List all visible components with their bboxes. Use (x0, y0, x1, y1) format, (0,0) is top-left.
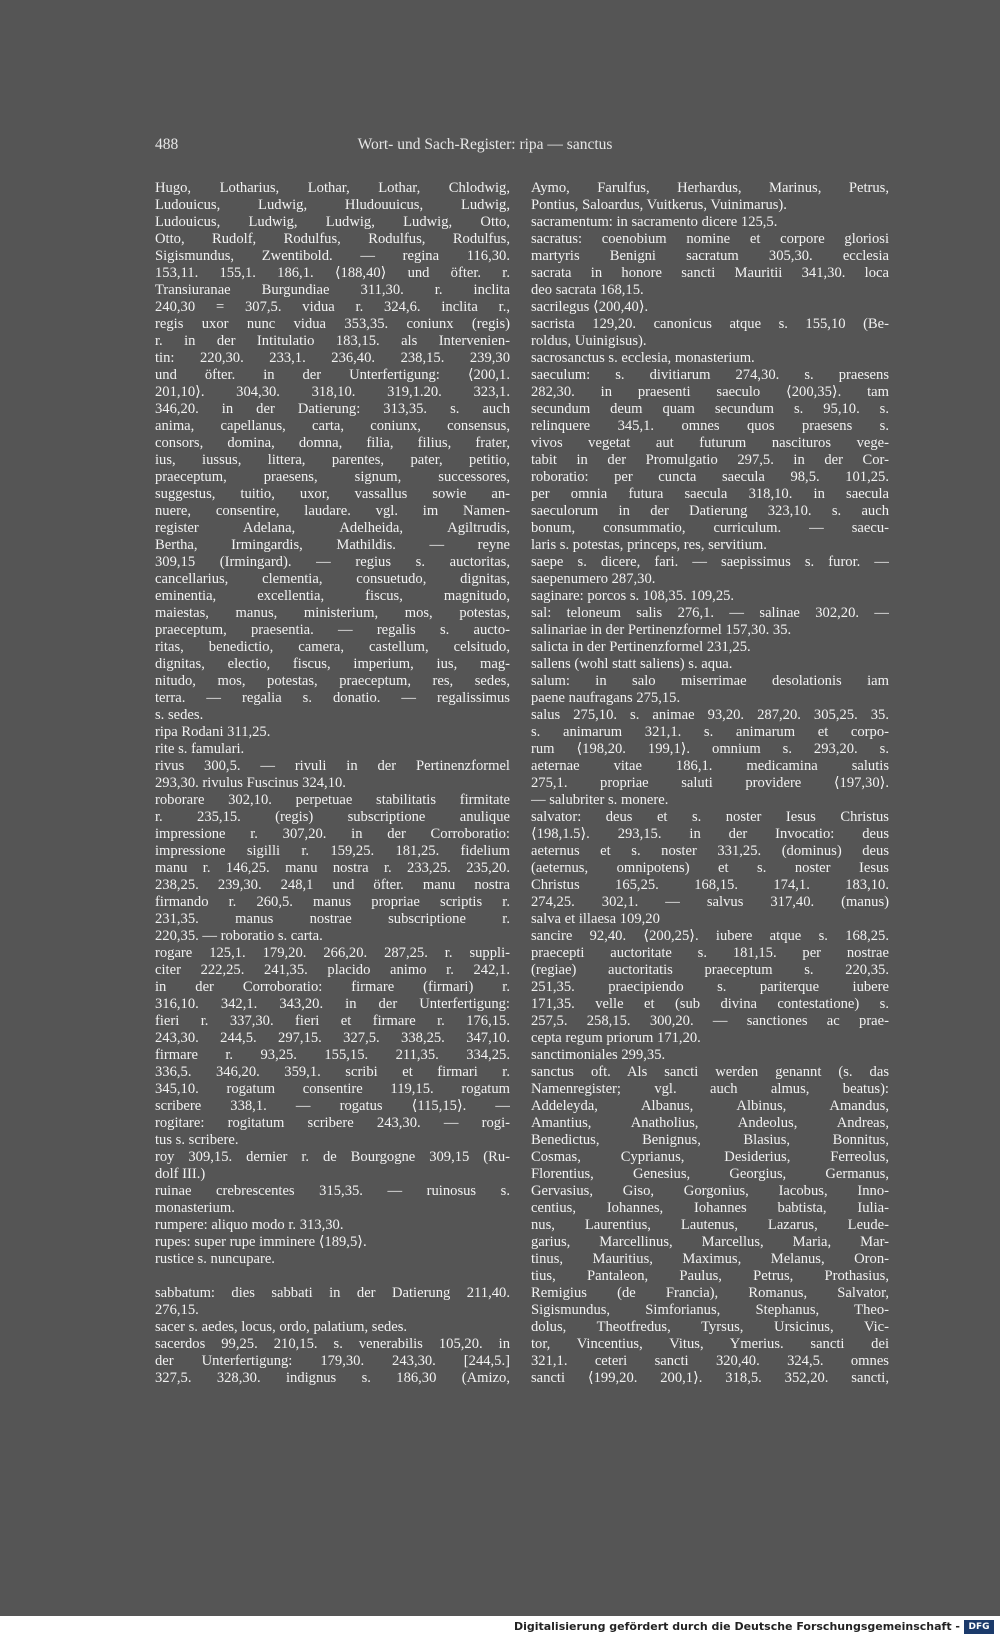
text-line: saeculorum in der Datierung 323,10. s. auch (531, 503, 889, 519)
text-line: 201,10⟩. 304,30. 318,10. 319,1.20. 323,1. (155, 384, 510, 400)
text-line: ⟨198,1.5⟩. 293,15. in der Invocatio: deus (531, 826, 889, 842)
text-line: Addeleyda, Albanus, Albinus, Amandus, (531, 1098, 889, 1114)
text-line: 316,10. 342,1. 343,20. in der Unterfertigung: (155, 996, 510, 1012)
right-column (531, 180, 889, 1387)
text-line: roboratio: per cuncta saecula 98,5. 101,25. (531, 469, 889, 485)
text-line: roborare 302,10. perpetuae stabilitatis firmitate (155, 792, 510, 808)
text-line: salinariae in der Pertinenzformel 157,30. 35. (531, 622, 792, 638)
text-line: terra. — regalia s. donatio. — regalissimus (155, 690, 510, 706)
text-line: 327,5. 328,30. indignus s. 186,30 (Amizo, (155, 1370, 510, 1386)
text-line: martyris Benigni sacratum 305,30. ecclesia (531, 248, 889, 264)
text-line: saepe s. dicere, fari. — saepissimus s. furor. — (531, 554, 889, 570)
text-line: ius, iussus, littera, parentes, pater, petitio, (155, 452, 510, 468)
text-line: eminentia, excellentia, fiscus, magnitudo, (155, 588, 510, 604)
text-line: roldus, Uuinigisus). (531, 333, 647, 349)
text-line: garius, Marcellinus, Marcellus, Maria, Mar- (531, 1234, 889, 1250)
text-line: sacratus: coenobium nomine et corpore gloriosi (531, 231, 889, 247)
text-line: sacer s. aedes, locus, ordo, palatium, sedes. (155, 1319, 408, 1335)
left-column (155, 180, 510, 1387)
text-line: 257,5. 258,15. 300,20. — sanctiones ac prae- (531, 1013, 889, 1029)
text-line: 346,20. in der Datierung: 313,35. s. auch (155, 401, 510, 417)
text-line: Amantius, Anatholius, Andeolus, Andreas, (531, 1115, 889, 1131)
text-line: 275,1. propriae saluti providere ⟨197,30⟩. (531, 775, 889, 791)
text-line: saepenumero 287,30. (531, 571, 656, 587)
text-line: anima, capellanus, carta, coniunx, consensus, (155, 418, 510, 434)
text-line: 293,30. rivulus Fuscinus 324,10. (155, 775, 346, 791)
text-line: Cosmas, Cyprianus, Desiderius, Ferreolus, (531, 1149, 889, 1165)
text-line: suggestus, tuitio, uxor, vassallus sowie an- (155, 486, 510, 502)
text-line: aeternae vitae 186,1. medicamina salutis (531, 758, 889, 774)
text-line: regis uxor nunc vidua 353,35. coniunx (regis) (155, 316, 510, 332)
text-line: maiestas, manus, ministerium, mos, potestas, (155, 605, 510, 621)
footer-bar (0, 1616, 1000, 1640)
text-line: firmando r. 260,5. manus propriae scriptis r. (155, 894, 510, 910)
text-line: s. animarum 321,1. s. animarum et corpo- (531, 724, 889, 740)
text-line: firmare r. 93,25. 155,15. 211,35. 334,25. (155, 1047, 510, 1063)
text-line: sal: teloneum salis 276,1. — salinae 302,20. — (531, 605, 889, 621)
text-line: 153,11. 155,1. 186,1. ⟨188,40⟩ und öfter. r. (155, 265, 510, 281)
text-line: impressione r. 307,20. in der Corroboratio: (155, 826, 510, 842)
text-line: tus s. scribere. (155, 1132, 239, 1148)
text-line: per omnia futura saecula 318,10. in saecula (531, 486, 889, 502)
text-line: sabbatum: dies sabbati in der Datierung 211,40. (155, 1285, 510, 1301)
text-line: Ludouicus, Ludwig, Ludwig, Ludwig, Otto, (155, 214, 510, 230)
text-line: tabit in der Promulgatio 297,5. in der Cor- (531, 452, 889, 468)
text-line: in der Corroboratio: firmare (firmari) r. (155, 979, 510, 995)
text-line: 240,30 = 307,5. vidua r. 324,6. inclita r., (155, 299, 510, 315)
text-line: praeceptum, praesentia. — regalis s. aucto- (155, 622, 510, 638)
text-line: praeceptum, praesens, signum, successores, (155, 469, 510, 485)
text-line: und öfter. in der Unterfertigung: ⟨200,1. (155, 367, 510, 383)
text-line: rogitare: rogitatum scribere 243,30. — rogi- (155, 1115, 510, 1131)
text-line: 276,15. (155, 1302, 199, 1318)
text-line: Christus 165,25. 168,15. 174,1. 183,10. (531, 877, 889, 893)
text-line: (aeternus, omnipotens) et s. noster Iesus (531, 860, 889, 876)
text-line: 238,25. 239,30. 248,1 und öfter. manu nostra (155, 877, 510, 893)
text-line: rogare 125,1. 179,20. 266,20. 287,25. r. suppli- (155, 945, 510, 961)
text-line: — salubriter s. monere. (531, 792, 669, 808)
text-line: salicta in der Pertinenzformel 231,25. (531, 639, 751, 655)
text-line: sacerdos 99,25. 210,15. s. venerabilis 105,20. in (155, 1336, 510, 1352)
text-line: praecepti auctoritate s. 181,15. per nostrae (531, 945, 889, 961)
text-line: secundum deum quam secundum s. 95,10. s. (531, 401, 889, 417)
text-line: salva et illaesa 109,20 (531, 911, 660, 927)
text-line: deo sacrata 168,15. (531, 282, 644, 298)
text-line: saginare: porcos s. 108,35. 109,25. (531, 588, 735, 604)
text-line: dolf III.) (155, 1166, 206, 1182)
text-line: cancellarius, clementia, consuetudo, dignitas, (155, 571, 510, 587)
text-line: salvator: deus et s. noster Iesus Christus (531, 809, 889, 825)
text-line: scribere 338,1. — rogatus ⟨115,15⟩. — (155, 1098, 510, 1114)
text-line: salus 275,10. s. animae 93,20. 287,20. 305,25. 35. (531, 707, 889, 723)
text-line: tor, Vincentius, Vitus, Ymerius. sancti dei (531, 1336, 889, 1352)
text-line: 282,30. in praesenti saeculo ⟨200,35⟩. tam (531, 384, 889, 400)
footer-credit: Digitalisierung gefördert durch die Deutsche Forschungsgemeinschaft - (513, 1620, 960, 1633)
text-line: laris s. potestas, princeps, res, servitium. (531, 537, 767, 553)
text-line: 231,35. manus nostrae subscriptione r. (155, 911, 510, 927)
text-line: Florentius, Genesius, Georgius, Germanus, (531, 1166, 889, 1182)
text-line: sanctus oft. Als sancti werden genannt (s. das (531, 1064, 889, 1080)
text-line: sacramentum: in sacramento dicere 125,5. (531, 214, 778, 230)
text-line: Otto, Rudolf, Rodulfus, Rodulfus, Rodulfus, (155, 231, 510, 247)
text-line: r. 235,15. (regis) subscriptione anulique (155, 809, 510, 825)
text-line: Benedictus, Benignus, Blasius, Bonnitus, (531, 1132, 889, 1148)
text-line: dignitas, electio, fiscus, imperium, ius, mag- (155, 656, 510, 672)
text-line: 251,35. praecipiendo s. pariterque iubere (531, 979, 889, 995)
text-line: ripa Rodani 311,25. (155, 724, 271, 740)
page-header (115, 136, 855, 160)
text-line: 321,1. ceteri sancti 320,40. 324,5. omnes (531, 1353, 889, 1369)
text-line: Pontius, Saloardus, Vuitkerus, Vuinimarus). (531, 197, 787, 213)
text-line: 220,35. — roboratio s. carta. (155, 928, 323, 944)
text-line: nuere, consentire, laudare. vgl. im Namen- (155, 503, 510, 519)
text-line: sacrosanctus s. ecclesia, monasterium. (531, 350, 755, 366)
text-line: relinquere 345,1. omnes quos praesens s. (531, 418, 889, 434)
text-line: (regiae) auctoritatis praeceptum s. 220,35. (531, 962, 889, 978)
text-line: rustice s. nuncupare. (155, 1251, 275, 1267)
text-line: sacrista 129,20. canonicus atque s. 155,10 (Be- (531, 316, 889, 332)
text-line: rivus 300,5. — rivuli in der Pertinenzformel (155, 758, 510, 774)
running-head: Wort- und Sach-Register: ripa — sanctus (357, 136, 613, 153)
text-line: sancti ⟨199,20. 200,1⟩. 318,5. 352,20. sancti, (531, 1370, 889, 1386)
text-line: sacrata in honore sancti Mauritii 341,30. loca (531, 265, 889, 281)
text-line: tinus, Mauritius, Maximus, Melanus, Oron- (531, 1251, 889, 1267)
text-line: monasterium. (155, 1200, 235, 1216)
text-line: rumpere: aliquo modo r. 313,30. (155, 1217, 344, 1233)
page-number: 488 (155, 136, 179, 153)
text-line: Ludouicus, Ludwig, Hludouuicus, Ludwig, (155, 197, 510, 213)
text-line: bonum, consummatio, curriculum. — saecu- (531, 520, 889, 536)
text-line: tius, Pantaleon, Paulus, Petrus, Prothasius, (531, 1268, 889, 1284)
text-line: Namenregister; vgl. auch almus, beatus): (531, 1081, 889, 1097)
text-line: s. sedes. (155, 707, 204, 723)
text-line: Sigismundus, Simforianus, Stephanus, Theo- (531, 1302, 889, 1318)
text-line: paene naufragans 275,15. (531, 690, 681, 706)
text-line: Bertha, Irmingardis, Mathildis. — reyne (155, 537, 510, 553)
text-line: dolus, Theotfredus, Tyrsus, Ursicinus, Vic- (531, 1319, 889, 1335)
text-line: 345,10. rogatum consentire 119,15. rogatum (155, 1081, 510, 1097)
text-line: salum: in salo miserrimae desolationis iam (531, 673, 889, 689)
text-line: Remigius (de Francia), Romanus, Salvator, (531, 1285, 889, 1301)
text-line: ritas, benedictio, camera, castellum, celsitudo, (155, 639, 510, 655)
text-line: sacrilegus ⟨200,40⟩. (531, 299, 649, 315)
dfg-logo: DFG (964, 1620, 994, 1634)
text-line: saeculum: s. divitiarum 274,30. s. praesens (531, 367, 889, 383)
text-line: fieri r. 337,30. fieri et firmare r. 176,15. (155, 1013, 510, 1029)
text-line: impressione sigilli r. 159,25. 181,25. fidelium (155, 843, 510, 859)
text-line: der Unterfertigung: 179,30. 243,30. [244,5.] (155, 1353, 510, 1369)
text-line: nus, Laurentius, Lautenus, Lazarus, Leude- (531, 1217, 889, 1233)
text-line: rupes: super rupe imminere ⟨189,5⟩. (155, 1234, 367, 1250)
text-line: Transiuranae Burgundiae 311,30. r. inclita (155, 282, 510, 298)
text-line: 243,30. 244,5. 297,15. 327,5. 338,25. 347,10. (155, 1030, 510, 1046)
text-line: r. in der Intitulatio 183,15. als Intervenien- (155, 333, 510, 349)
text-line: 274,25. 302,1. — salvus 317,40. (manus) (531, 894, 889, 910)
text-line: 171,35. velle et (sub divina contestatione) s. (531, 996, 889, 1012)
text-line: sallens (wohl statt saliens) s. aqua. (531, 656, 733, 672)
text-line: register Adelana, Adelheida, Agiltrudis, (155, 520, 510, 536)
text-line: Gervasius, Giso, Gorgonius, Iacobus, Inno- (531, 1183, 889, 1199)
text-line: centius, Iohannes, Iohannes babtista, Iulia- (531, 1200, 889, 1216)
text-line: sancire 92,40. ⟨200,25⟩. iubere atque s. 168,25. (531, 928, 889, 944)
text-line: consors, domina, domna, filia, filius, frater, (155, 435, 510, 451)
text-line: Aymo, Farulfus, Herhardus, Marinus, Petrus, (531, 180, 889, 196)
text-line: Hugo, Lotharius, Lothar, Lothar, Chlodwig, (155, 180, 510, 196)
text-line: vivos vegetat aut futurum nascituros vege- (531, 435, 889, 451)
text-line: rum ⟨198,20. 199,1⟩. omnium s. 293,20. s. (531, 741, 889, 757)
text-line: nitudo, mos, potestas, praeceptum, res, sedes, (155, 673, 510, 689)
text-line: ruinae crebrescentes 315,35. — ruinosus s. (155, 1183, 510, 1199)
text-line: Sigismundus, Zwentibold. — regina 116,30. (155, 248, 510, 264)
text-line: 336,5. 346,20. 359,1. scribi et firmari r. (155, 1064, 510, 1080)
text-line: aeternus et s. noster 331,25. (dominus) deus (531, 843, 889, 859)
text-line: manu r. 146,25. manu nostra r. 233,25. 235,20. (155, 860, 510, 876)
text-line: rite s. famulari. (155, 741, 245, 757)
text-line: tin: 220,30. 233,1. 236,40. 238,15. 239,30 (155, 350, 510, 366)
text-line: 309,15 (Irmingard). — regius s. auctoritas, (155, 554, 510, 570)
text-line: sanctimoniales 299,35. (531, 1047, 666, 1063)
text-line: cepta regum priorum 171,20. (531, 1030, 701, 1046)
text-line: roy 309,15. dernier r. de Bourgogne 309,15 (Ru- (155, 1149, 510, 1165)
text-line: citer 222,25. 241,35. placido animo r. 242,1. (155, 962, 510, 978)
